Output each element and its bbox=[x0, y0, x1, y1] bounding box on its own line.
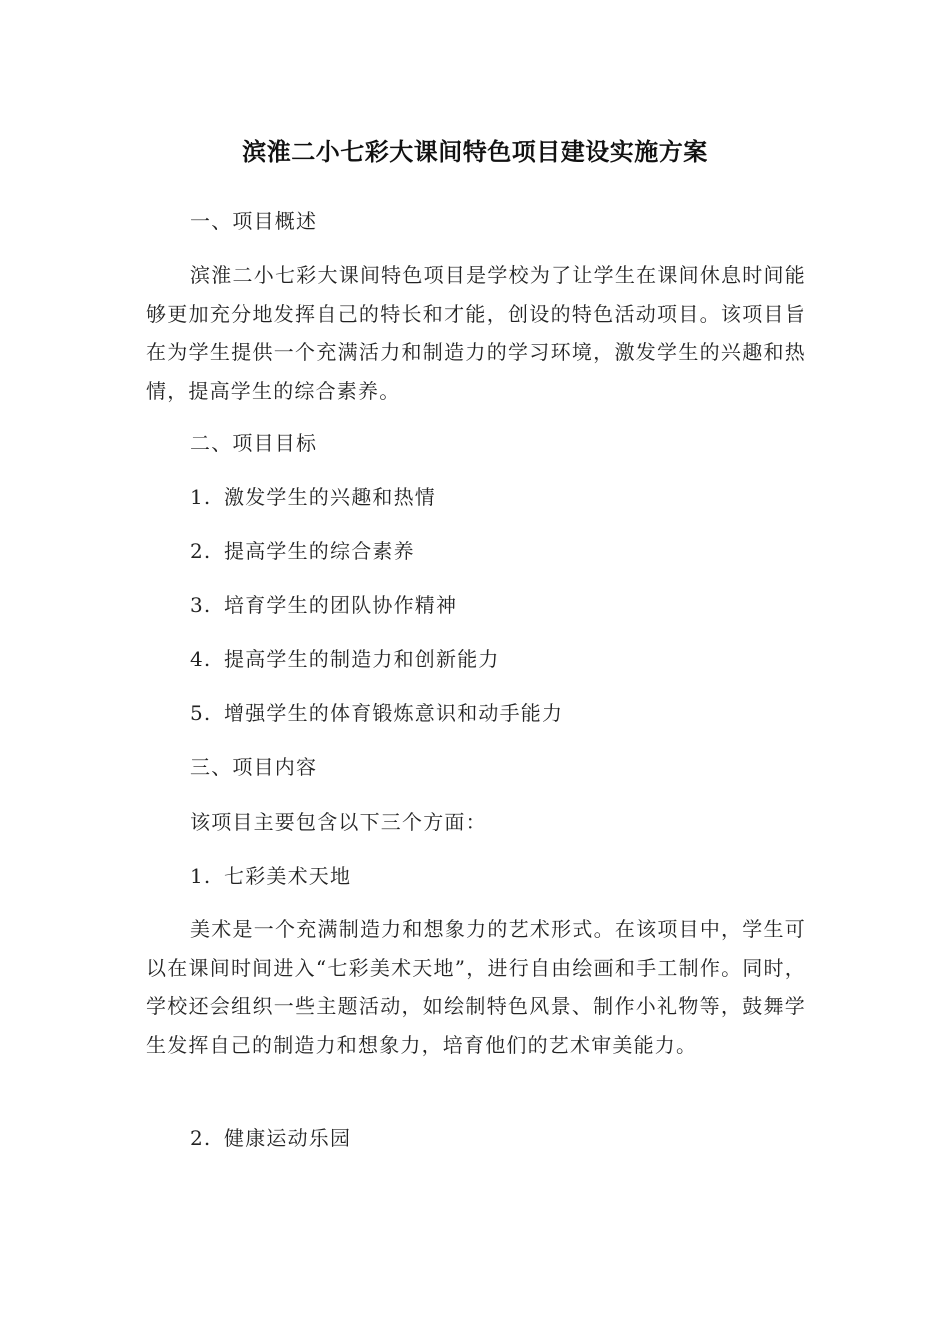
goal-item-1 bbox=[146, 478, 850, 517]
section-heading-goals: 二、项目目标 bbox=[190, 431, 318, 455]
section-heading-overview: 一、项目概述 bbox=[190, 209, 318, 233]
list-number: 2. bbox=[190, 539, 212, 563]
list-number: 1. bbox=[190, 485, 212, 509]
goal-text: 增强学生的体育锻炼意识和动手能力 bbox=[224, 701, 564, 725]
list-number: 5. bbox=[190, 701, 212, 725]
subsection-title: 健康运动乐园 bbox=[224, 1126, 352, 1150]
goal-item-2 bbox=[146, 532, 850, 571]
subsection-title: 七彩美术天地 bbox=[224, 864, 352, 888]
goal-item-3 bbox=[146, 586, 850, 625]
art-paragraph: 美术是一个充满制造力和想象力的艺术形式。在该项目中，学生可以在课间时间进入“七彩美术天地”，进行自由绘画和手工制作。同时，学校还会组织一些主题活动，如绘制特色风景、制作小礼物等，鼓舞学生发挥自己的制造力和想象力，培育他们的艺术审美能力。 bbox=[146, 917, 806, 1057]
goal-text: 提高学生的制造力和创新能力 bbox=[224, 647, 500, 671]
subsection-heading-art bbox=[146, 857, 850, 896]
goal-text: 激发学生的兴趣和热情 bbox=[224, 485, 436, 509]
goal-item-4 bbox=[146, 640, 850, 679]
list-number: 2. bbox=[190, 1126, 212, 1150]
section-heading-content: 三、项目内容 bbox=[190, 755, 318, 779]
list-number: 4. bbox=[190, 647, 212, 671]
goal-text: 提高学生的综合素养 bbox=[224, 539, 415, 563]
document-title: 滨淮二小七彩大课间特色项目建设实施方案 bbox=[242, 138, 708, 166]
list-number: 1. bbox=[190, 864, 212, 888]
list-number: 3. bbox=[190, 593, 212, 617]
goal-text: 培育学生的团队协作精神 bbox=[224, 593, 458, 617]
content-intro: 该项目主要包含以下三个方面： bbox=[190, 810, 487, 834]
subsection-heading-sports bbox=[146, 1119, 850, 1158]
goal-item-5 bbox=[146, 694, 850, 733]
overview-paragraph: 滨淮二小七彩大课间特色项目是学校为了让学生在课间休息时间能够更加充分地发挥自己的特长和才能，创设的特色活动项目。该项目旨在为学生提供一个充满活力和制造力的学习环境，激发学生的兴趣和热情，提高学生的综合素养。 bbox=[146, 263, 806, 403]
